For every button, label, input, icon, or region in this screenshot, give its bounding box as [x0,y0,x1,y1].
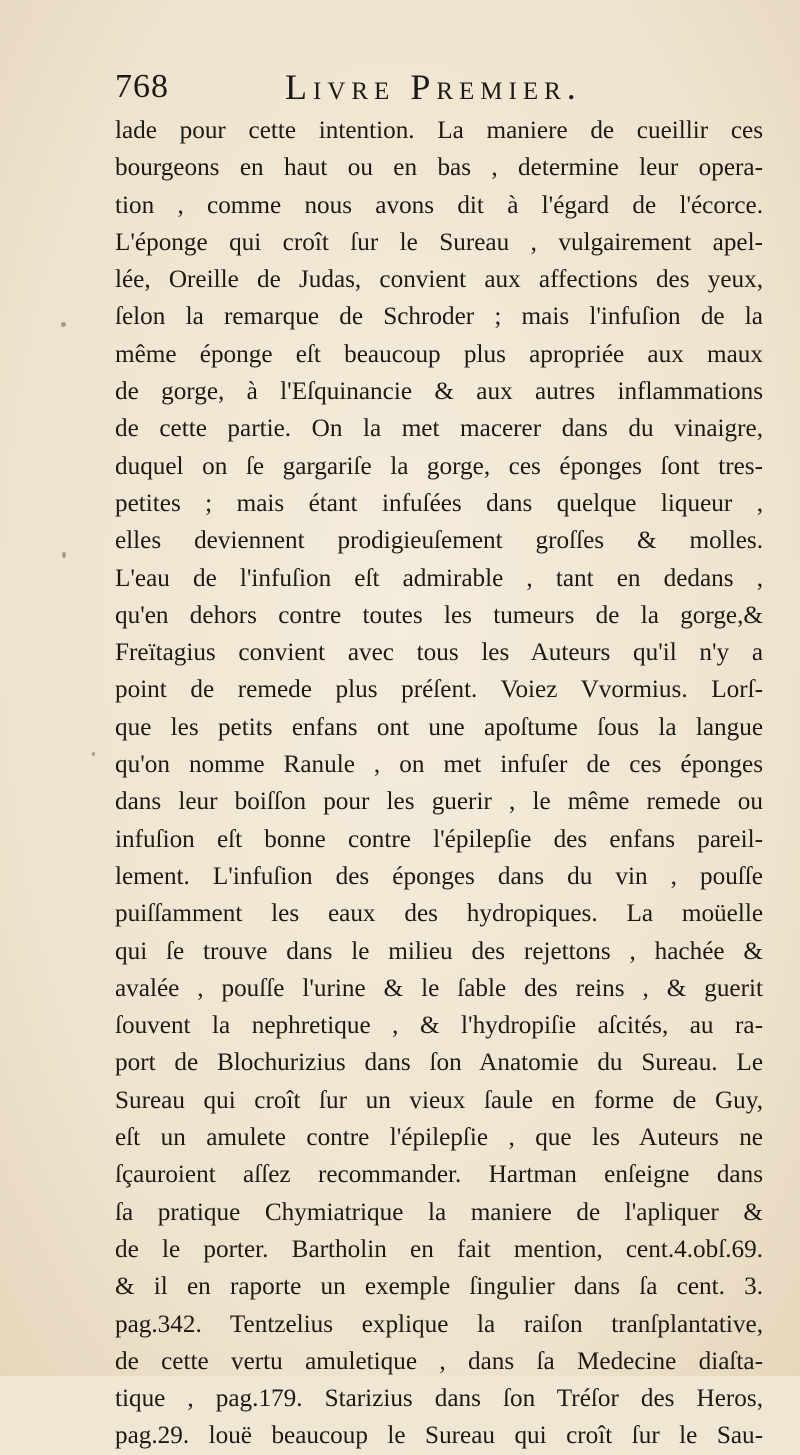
text-line: même éponge eſt beaucoup plus apropriée aux maux [115,340,763,368]
text-line: infuſion eſt bonne contre l'épilepſie des enfans pareil- [115,825,763,853]
text-line: tion , comme nous avons dit à l'égard de l'écorce. [115,191,763,219]
text-line: qu'en dehors contre toutes les tumeurs de la gorge,& [115,601,763,629]
text-line: ſouvent la nephretique , & l'hydropiſie aſcités, au ra- [115,1012,763,1040]
text-line: & il en raporte un exemple ſingulier dans ſa cent. 3. [115,1273,763,1301]
ink-speck [92,752,95,756]
text-line: que les petits enfans ont une apoſtume ſous la langue [115,713,763,741]
text-line: lade pour cette intention. La maniere de cueillir ces [115,117,763,144]
text-line: de gorge, à l'Eſquinancie & aux autres inflammations [115,378,763,406]
text-line: Freïtagius convient avec tous les Auteurs qu'il n'y a [115,639,763,667]
text-line: dans leur boiſſon pour les guerir , le même remede ou [115,788,763,816]
text-line: avalée , pouſſe l'urine & le ſable des reins , & guerit [115,974,763,1002]
text-line: ſa pratique Chymiatrique la maniere de l'apliquer & [115,1198,763,1226]
text-line: qu'on nomme Ranule , on met infuſer de ces éponges [115,751,763,779]
body-text [115,112,763,1455]
ink-speck [61,322,66,327]
text-line: qui ſe trouve dans le milieu des rejettons , hachée & [115,937,763,965]
text-line: ſçauroient aſſez recommander. Hartman enſeigne dans [115,1161,763,1189]
text-line: point de remede plus préſent. Voiez Vvormius. Lorſ- [115,676,763,704]
text-line: elles deviennent prodigieuſement groſſes & molles. [115,527,763,555]
text-line: petites ; mais étant infuſées dans quelque liqueur , [115,489,763,517]
page-header [115,62,675,112]
text-line: L'eau de l'infuſion eſt admirable , tant en dedans , [115,564,763,592]
text-line: bourgeons en haut ou en bas , determine leur opera- [115,154,763,182]
text-line: tique , pag.179. Starizius dans ſon Tréſor des Heros, [115,1385,763,1413]
text-line: lement. L'infuſion des éponges dans du vin , pouſſe [115,862,763,890]
text-line: eſt un amulete contre l'épilepſie , que les Auteurs ne [115,1124,763,1152]
text-line: Sureau qui croît ſur un vieux ſaule en forme de Guy, [115,1086,763,1114]
text-line: puiſſamment les eaux des hydropiques. La moüelle [115,900,763,928]
page-number: 768 [115,68,169,105]
running-head: Livre Premier. [285,67,582,107]
text-line: pag.29. louë beaucoup le Sureau qui croît ſur le Sau- [115,1422,763,1450]
text-line: L'éponge qui croît ſur le Sureau , vulgairement apel- [115,228,763,256]
text-line: port de Blochurizius dans ſon Anatomie du Sureau. Le [115,1049,763,1077]
ink-speck [62,552,66,558]
text-line: de cette vertu amuletique , dans ſa Medecine diaſta- [115,1347,763,1375]
text-line: pag.342. Tentzelius explique la raiſon tranſplantative, [115,1310,763,1338]
text-line: ſelon la remarque de Schroder ; mais l'infuſion de la [115,303,763,331]
text-line: duquel on ſe gargariſe la gorge, ces éponges ſont tres- [115,452,763,480]
text-line: de le porter. Bartholin en fait mention, cent.4.obſ.69. [115,1235,763,1263]
text-line: lée, Oreille de Judas, convient aux affections des yeux, [115,266,763,294]
text-line: de cette partie. On la met macerer dans du vinaigre, [115,415,763,443]
